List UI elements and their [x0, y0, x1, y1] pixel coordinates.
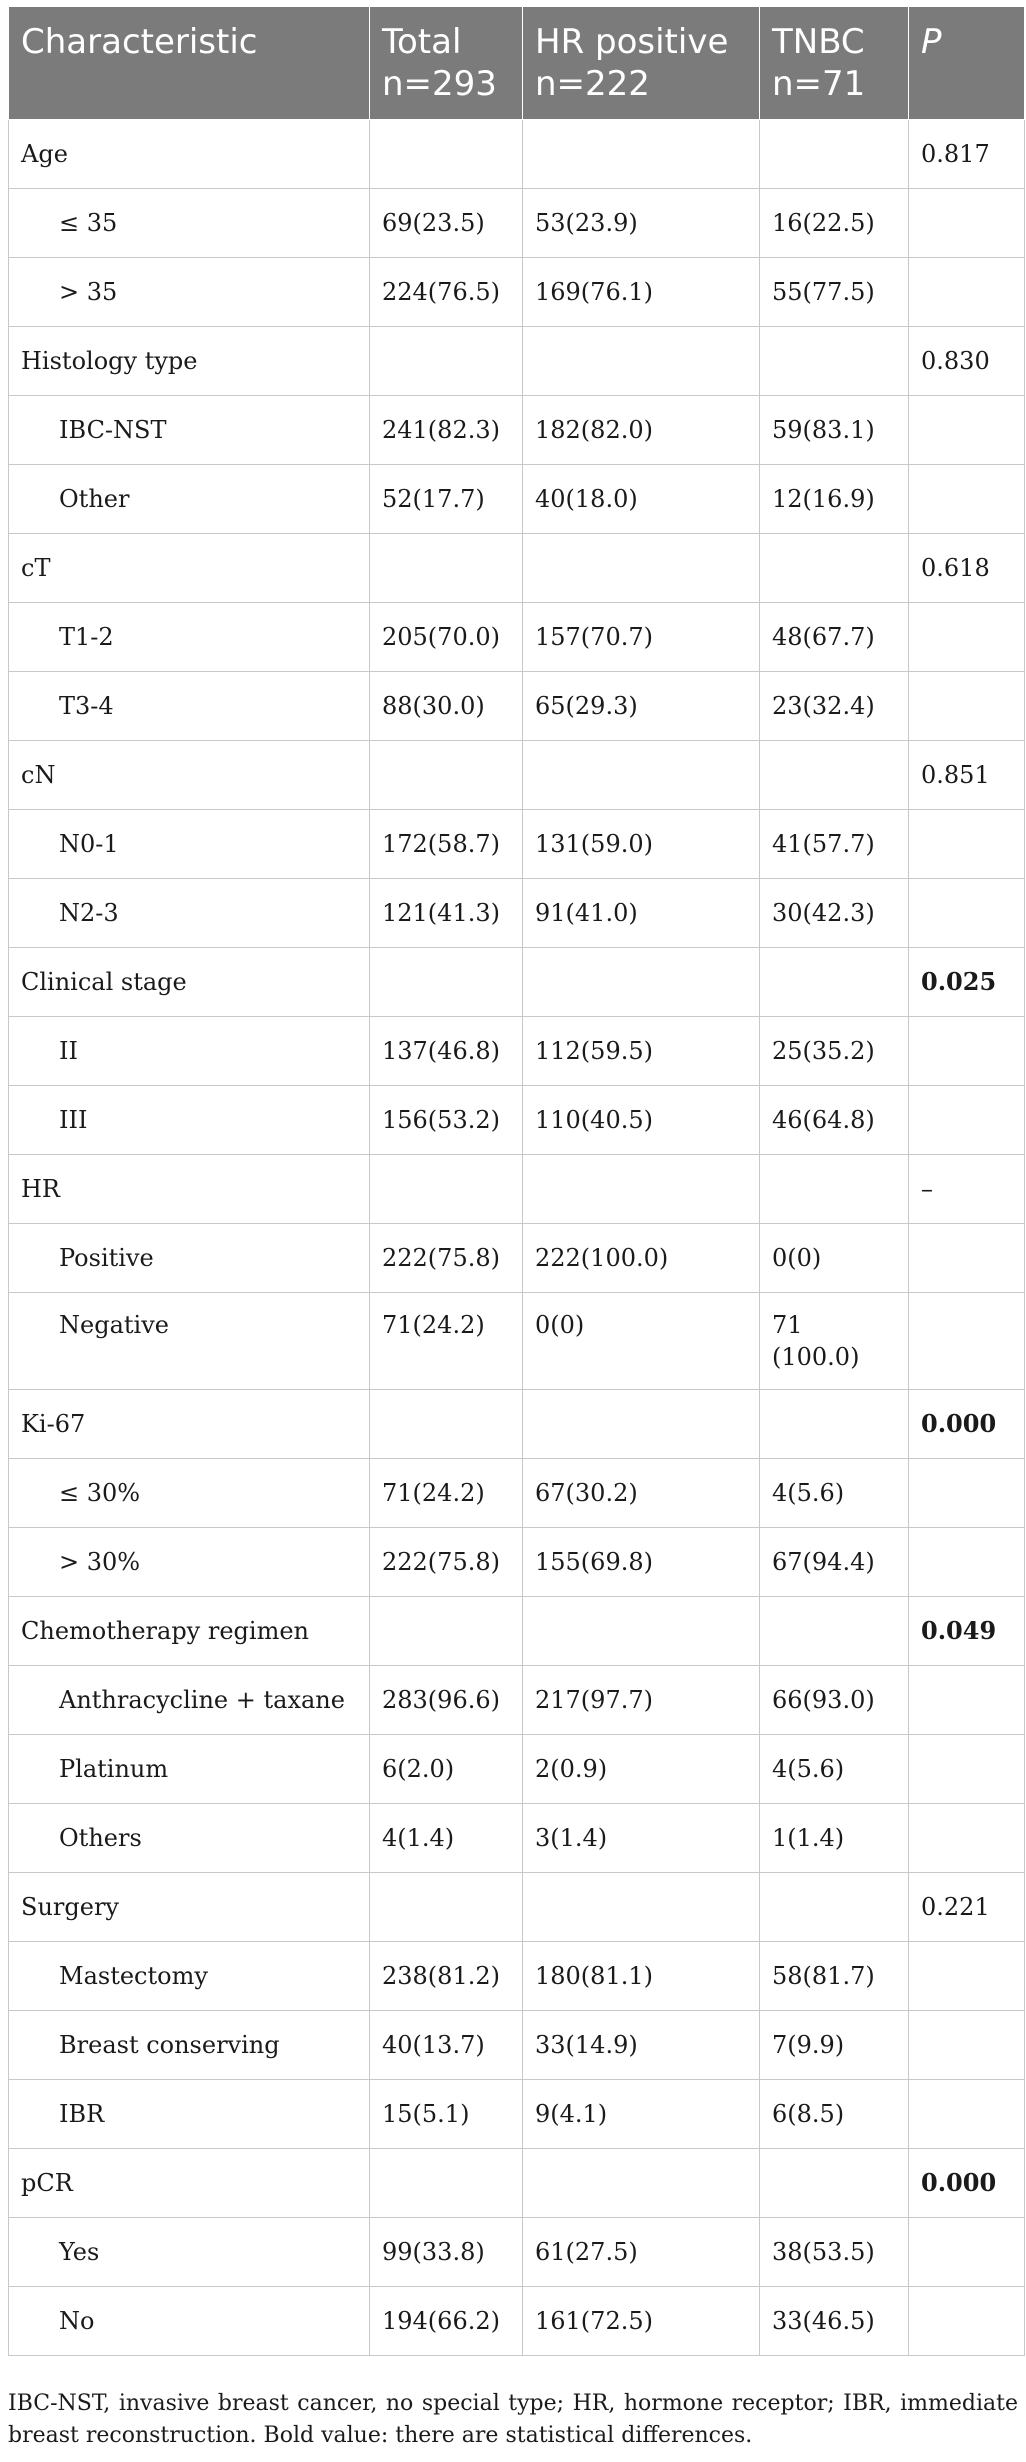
cell-total: 52(17.7) — [370, 465, 523, 534]
cell-tnbc: 55(77.5) — [760, 258, 909, 327]
cell-characteristic: > 35 — [9, 258, 370, 327]
cell-total — [370, 2149, 523, 2218]
cell-total — [370, 1873, 523, 1942]
cell-characteristic: Mastectomy — [9, 1942, 370, 2011]
cell-tnbc: 4(5.6) — [760, 1459, 909, 1528]
cell-hr-positive: 182(82.0) — [523, 396, 760, 465]
cell-p-value: 0.025 — [909, 948, 1025, 1017]
group-row — [9, 120, 1025, 189]
cell-total: 4(1.4) — [370, 1804, 523, 1873]
cell-p-value — [909, 396, 1025, 465]
table-row — [9, 1086, 1025, 1155]
cell-total: 6(2.0) — [370, 1735, 523, 1804]
cell-tnbc: 30(42.3) — [760, 879, 909, 948]
cell-tnbc: 23(32.4) — [760, 672, 909, 741]
cell-p-value — [909, 1666, 1025, 1735]
cell-p-value — [909, 1942, 1025, 2011]
cell-hr-positive — [523, 2149, 760, 2218]
cell-tnbc: 59(83.1) — [760, 396, 909, 465]
cell-characteristic: T3-4 — [9, 672, 370, 741]
cell-total: 71(24.2) — [370, 1293, 523, 1390]
cell-p-value — [909, 1804, 1025, 1873]
cell-tnbc: 4(5.6) — [760, 1735, 909, 1804]
cell-total: 205(70.0) — [370, 603, 523, 672]
cell-total: 222(75.8) — [370, 1528, 523, 1597]
table-row — [9, 1293, 1025, 1390]
cell-hr-positive: 2(0.9) — [523, 1735, 760, 1804]
cell-p-value — [909, 879, 1025, 948]
table-header — [9, 7, 1025, 120]
cell-hr-positive: 157(70.7) — [523, 603, 760, 672]
cell-hr-positive — [523, 120, 760, 189]
cell-total — [370, 327, 523, 396]
cell-p-value: 0.851 — [909, 741, 1025, 810]
cell-p-value: 0.049 — [909, 1597, 1025, 1666]
table-row — [9, 2080, 1025, 2149]
cell-characteristic: > 30% — [9, 1528, 370, 1597]
cell-total — [370, 1597, 523, 1666]
cell-p-value — [909, 465, 1025, 534]
cell-characteristic: cT — [9, 534, 370, 603]
cell-hr-positive: 65(29.3) — [523, 672, 760, 741]
cell-characteristic: pCR — [9, 2149, 370, 2218]
header-total: Total n=293 — [370, 7, 523, 120]
cell-total: 172(58.7) — [370, 810, 523, 879]
cell-hr-positive: 61(27.5) — [523, 2218, 760, 2287]
cell-total — [370, 120, 523, 189]
cell-tnbc: 0(0) — [760, 1224, 909, 1293]
cell-tnbc: 16(22.5) — [760, 189, 909, 258]
table-row — [9, 1666, 1025, 1735]
cell-total: 283(96.6) — [370, 1666, 523, 1735]
table-footnote: IBC-NST, invasive breast cancer, no special type; HR, hormone receptor; IBR, immediate breast reconstruction. Bold value: there are statistical differences. — [8, 2391, 1018, 2448]
header-row — [9, 7, 1025, 120]
group-row — [9, 1155, 1025, 1224]
cell-characteristic: ≤ 35 — [9, 189, 370, 258]
cell-tnbc: 67(94.4) — [760, 1528, 909, 1597]
cell-total: 156(53.2) — [370, 1086, 523, 1155]
cell-hr-positive — [523, 534, 760, 603]
cell-p-value: – — [909, 1155, 1025, 1224]
cell-p-value: 0.817 — [909, 120, 1025, 189]
header-tnbc: TNBC n=71 — [760, 7, 909, 120]
cell-total: 137(46.8) — [370, 1017, 523, 1086]
cell-total: 99(33.8) — [370, 2218, 523, 2287]
group-row — [9, 1873, 1025, 1942]
header-hr-positive: HR positive n=222 — [523, 7, 760, 120]
group-row — [9, 534, 1025, 603]
cell-total: 88(30.0) — [370, 672, 523, 741]
cell-p-value: 0.618 — [909, 534, 1025, 603]
cell-characteristic: Age — [9, 120, 370, 189]
cell-hr-positive — [523, 1155, 760, 1224]
cell-p-value: 0.000 — [909, 1390, 1025, 1459]
cell-tnbc — [760, 534, 909, 603]
table-row — [9, 879, 1025, 948]
cell-characteristic: Anthracycline + taxane — [9, 1666, 370, 1735]
cell-characteristic: Histology type — [9, 327, 370, 396]
cell-tnbc — [760, 120, 909, 189]
cell-tnbc: 66(93.0) — [760, 1666, 909, 1735]
cell-tnbc — [760, 2149, 909, 2218]
characteristics-table — [8, 6, 1025, 2356]
cell-p-value — [909, 810, 1025, 879]
group-row — [9, 948, 1025, 1017]
cell-hr-positive — [523, 1597, 760, 1666]
cell-hr-positive — [523, 1873, 760, 1942]
cell-hr-positive — [523, 327, 760, 396]
cell-hr-positive: 180(81.1) — [523, 1942, 760, 2011]
cell-hr-positive: 91(41.0) — [523, 879, 760, 948]
cell-p-value — [909, 603, 1025, 672]
table-body — [9, 120, 1025, 2356]
cell-hr-positive: 33(14.9) — [523, 2011, 760, 2080]
cell-p-value — [909, 258, 1025, 327]
table-row — [9, 603, 1025, 672]
table-row — [9, 672, 1025, 741]
cell-hr-positive: 67(30.2) — [523, 1459, 760, 1528]
cell-total: 222(75.8) — [370, 1224, 523, 1293]
group-row — [9, 2149, 1025, 2218]
cell-total — [370, 948, 523, 1017]
cell-total: 224(76.5) — [370, 258, 523, 327]
table-row — [9, 189, 1025, 258]
cell-total — [370, 741, 523, 810]
cell-p-value — [909, 189, 1025, 258]
cell-characteristic: Surgery — [9, 1873, 370, 1942]
cell-total: 69(23.5) — [370, 189, 523, 258]
cell-p-value — [909, 1293, 1025, 1390]
header-characteristic: Characteristic — [9, 7, 370, 120]
cell-tnbc — [760, 1155, 909, 1224]
cell-tnbc: 48(67.7) — [760, 603, 909, 672]
cell-total: 40(13.7) — [370, 2011, 523, 2080]
cell-characteristic: N0-1 — [9, 810, 370, 879]
cell-total: 71(24.2) — [370, 1459, 523, 1528]
cell-tnbc — [760, 1873, 909, 1942]
cell-tnbc: 41(57.7) — [760, 810, 909, 879]
cell-total — [370, 534, 523, 603]
group-row — [9, 1390, 1025, 1459]
cell-hr-positive: 222(100.0) — [523, 1224, 760, 1293]
cell-p-value: 0.000 — [909, 2149, 1025, 2218]
cell-hr-positive: 217(97.7) — [523, 1666, 760, 1735]
cell-characteristic: cN — [9, 741, 370, 810]
group-row — [9, 327, 1025, 396]
table-row — [9, 2011, 1025, 2080]
cell-characteristic: II — [9, 1017, 370, 1086]
cell-total — [370, 1390, 523, 1459]
cell-characteristic: HR — [9, 1155, 370, 1224]
cell-total: 194(66.2) — [370, 2287, 523, 2356]
cell-p-value — [909, 2011, 1025, 2080]
cell-characteristic: Yes — [9, 2218, 370, 2287]
cell-characteristic: Platinum — [9, 1735, 370, 1804]
cell-p-value — [909, 2287, 1025, 2356]
cell-characteristic: Positive — [9, 1224, 370, 1293]
table-row — [9, 1735, 1025, 1804]
cell-characteristic: IBR — [9, 2080, 370, 2149]
table-row — [9, 258, 1025, 327]
cell-characteristic: Others — [9, 1804, 370, 1873]
cell-p-value — [909, 2218, 1025, 2287]
cell-characteristic: Other — [9, 465, 370, 534]
cell-characteristic: Breast conserving — [9, 2011, 370, 2080]
cell-hr-positive: 161(72.5) — [523, 2287, 760, 2356]
cell-hr-positive: 131(59.0) — [523, 810, 760, 879]
cell-characteristic: N2-3 — [9, 879, 370, 948]
cell-total — [370, 1155, 523, 1224]
cell-p-value: 0.221 — [909, 1873, 1025, 1942]
table-row — [9, 1942, 1025, 2011]
cell-p-value: 0.830 — [909, 327, 1025, 396]
table-row — [9, 810, 1025, 879]
cell-hr-positive — [523, 1390, 760, 1459]
table-row — [9, 2218, 1025, 2287]
cell-total: 238(81.2) — [370, 1942, 523, 2011]
cell-p-value — [909, 1528, 1025, 1597]
cell-hr-positive: 9(4.1) — [523, 2080, 760, 2149]
cell-total: 15(5.1) — [370, 2080, 523, 2149]
cell-p-value — [909, 1735, 1025, 1804]
cell-tnbc: 46(64.8) — [760, 1086, 909, 1155]
table-row — [9, 1459, 1025, 1528]
cell-total: 241(82.3) — [370, 396, 523, 465]
group-row — [9, 741, 1025, 810]
cell-total: 121(41.3) — [370, 879, 523, 948]
cell-characteristic: T1-2 — [9, 603, 370, 672]
cell-characteristic: Chemotherapy regimen — [9, 1597, 370, 1666]
header-p-value: P — [909, 7, 1025, 120]
cell-hr-positive: 112(59.5) — [523, 1017, 760, 1086]
cell-characteristic: Clinical stage — [9, 948, 370, 1017]
cell-tnbc: 38(53.5) — [760, 2218, 909, 2287]
cell-tnbc: 7(9.9) — [760, 2011, 909, 2080]
cell-hr-positive — [523, 741, 760, 810]
cell-tnbc — [760, 1390, 909, 1459]
cell-p-value — [909, 1459, 1025, 1528]
table-row — [9, 1224, 1025, 1293]
cell-characteristic: No — [9, 2287, 370, 2356]
table-row — [9, 2287, 1025, 2356]
table-row — [9, 1017, 1025, 1086]
cell-tnbc — [760, 741, 909, 810]
table-row — [9, 1804, 1025, 1873]
cell-characteristic: Negative — [9, 1293, 370, 1390]
cell-hr-positive: 40(18.0) — [523, 465, 760, 534]
cell-hr-positive: 0(0) — [523, 1293, 760, 1390]
table-row — [9, 1528, 1025, 1597]
cell-characteristic: IBC-NST — [9, 396, 370, 465]
cell-tnbc: 1(1.4) — [760, 1804, 909, 1873]
cell-tnbc — [760, 948, 909, 1017]
cell-tnbc: 33(46.5) — [760, 2287, 909, 2356]
cell-characteristic: Ki-67 — [9, 1390, 370, 1459]
cell-hr-positive: 155(69.8) — [523, 1528, 760, 1597]
cell-p-value — [909, 672, 1025, 741]
cell-hr-positive — [523, 948, 760, 1017]
table-row — [9, 396, 1025, 465]
cell-hr-positive: 110(40.5) — [523, 1086, 760, 1155]
cell-hr-positive: 169(76.1) — [523, 258, 760, 327]
cell-hr-positive: 53(23.9) — [523, 189, 760, 258]
cell-tnbc: 6(8.5) — [760, 2080, 909, 2149]
cell-p-value — [909, 1224, 1025, 1293]
cell-tnbc: 71 (100.0) — [760, 1293, 909, 1390]
cell-tnbc — [760, 1597, 909, 1666]
group-row — [9, 1597, 1025, 1666]
cell-hr-positive: 3(1.4) — [523, 1804, 760, 1873]
cell-p-value — [909, 1017, 1025, 1086]
cell-characteristic: ≤ 30% — [9, 1459, 370, 1528]
cell-tnbc: 12(16.9) — [760, 465, 909, 534]
cell-tnbc: 58(81.7) — [760, 1942, 909, 2011]
cell-characteristic: III — [9, 1086, 370, 1155]
cell-tnbc: 25(35.2) — [760, 1017, 909, 1086]
cell-p-value — [909, 1086, 1025, 1155]
table-row — [9, 465, 1025, 534]
cell-tnbc — [760, 327, 909, 396]
cell-p-value — [909, 2080, 1025, 2149]
